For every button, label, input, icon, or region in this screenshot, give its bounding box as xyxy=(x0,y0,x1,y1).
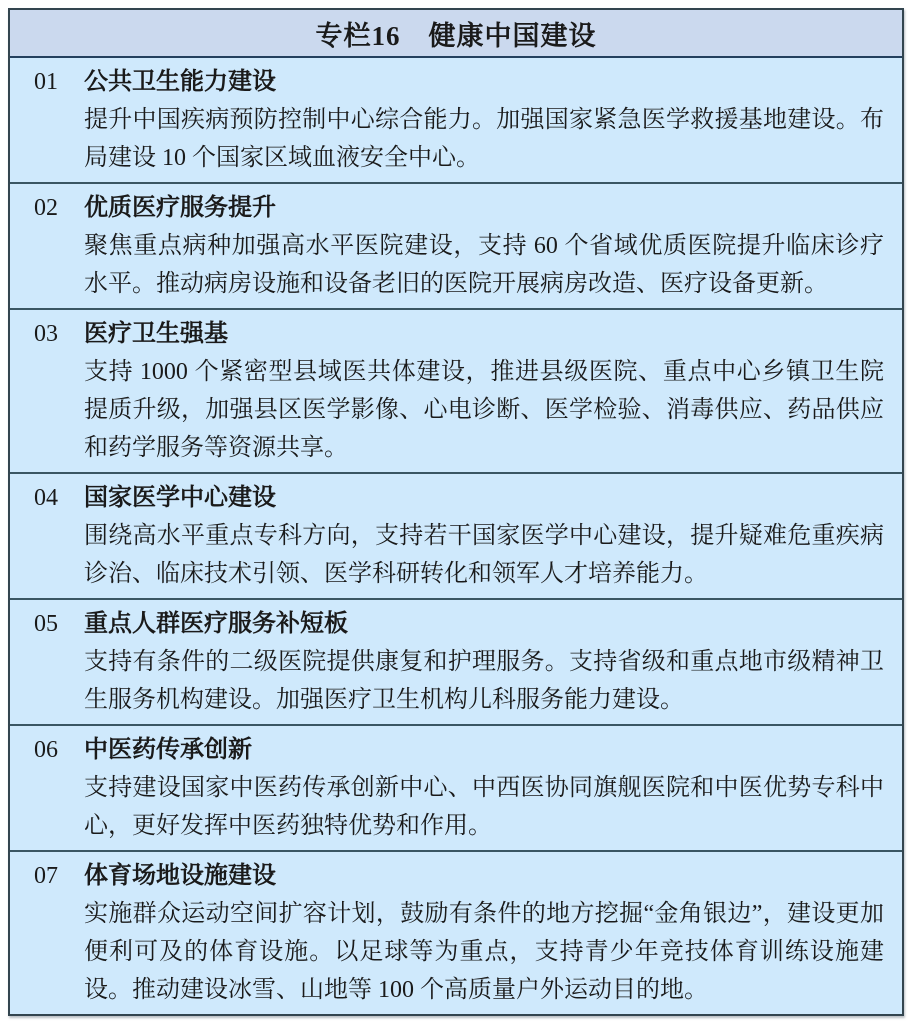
sections-container xyxy=(10,58,902,1014)
section-title: 重点人群医疗服务补短板 xyxy=(84,611,348,637)
section-number: 06 xyxy=(34,737,58,763)
section-title: 公共卫生能力建设 xyxy=(84,69,276,95)
section-row xyxy=(10,600,902,726)
panel-title: 专栏16 健康中国建设 xyxy=(10,10,902,58)
section-number: 03 xyxy=(34,321,58,347)
section-body: 支持 1000 个紧密型县域医共体建设，推进县级医院、重点中心乡镇卫生院提质升级，加强县区医学影像、心电诊断、医学检验、消毒供应、药品供应和药学服务等资源共享。 xyxy=(84,359,884,461)
section-number: 02 xyxy=(34,195,58,221)
section-number: 04 xyxy=(34,485,58,511)
section-title: 中医药传承创新 xyxy=(84,737,252,763)
section-content xyxy=(84,857,884,1009)
section-content xyxy=(84,605,884,719)
section-number: 01 xyxy=(34,69,58,95)
section-content xyxy=(84,63,884,177)
section-content xyxy=(84,315,884,467)
section-body: 提升中国疾病预防控制中心综合能力。加强国家紧急医学救援基地建设。布局建设 10 个国家区域血液安全中心。 xyxy=(84,107,884,171)
section-body: 实施群众运动空间扩容计划，鼓励有条件的地方挖掘“金角银边”，建设更加便利可及的体育设施。以足球等为重点，支持青少年竞技体育训练设施建设。推动建设冰雪、山地等 100 个高质量户外运动目的地。 xyxy=(84,901,884,1003)
section-row xyxy=(10,58,902,184)
section-content xyxy=(84,479,884,593)
section-row xyxy=(10,726,902,852)
section-content xyxy=(84,189,884,303)
section-title: 体育场地设施建设 xyxy=(84,863,276,889)
section-body: 围绕高水平重点专科方向，支持若干国家医学中心建设，提升疑难危重疾病诊治、临床技术引领、医学科研转化和领军人才培养能力。 xyxy=(84,523,884,587)
section-body: 支持建设国家中医药传承创新中心、中西医协同旗舰医院和中医优势专科中心，更好发挥中医药独特优势和作用。 xyxy=(84,775,884,839)
section-title: 国家医学中心建设 xyxy=(84,485,276,511)
highlight-box xyxy=(8,8,904,1016)
section-title: 优质医疗服务提升 xyxy=(84,195,276,221)
section-number: 05 xyxy=(34,611,58,637)
section-content xyxy=(84,731,884,845)
section-body: 支持有条件的二级医院提供康复和护理服务。支持省级和重点地市级精神卫生服务机构建设。加强医疗卫生机构儿科服务能力建设。 xyxy=(84,649,884,713)
section-row xyxy=(10,184,902,310)
section-number: 07 xyxy=(34,863,58,889)
section-body: 聚焦重点病种加强高水平医院建设，支持 60 个省域优质医院提升临床诊疗水平。推动病房设施和设备老旧的医院开展病房改造、医疗设备更新。 xyxy=(84,233,884,297)
section-row xyxy=(10,310,902,474)
section-row xyxy=(10,852,902,1014)
section-title: 医疗卫生强基 xyxy=(84,321,228,347)
section-row xyxy=(10,474,902,600)
